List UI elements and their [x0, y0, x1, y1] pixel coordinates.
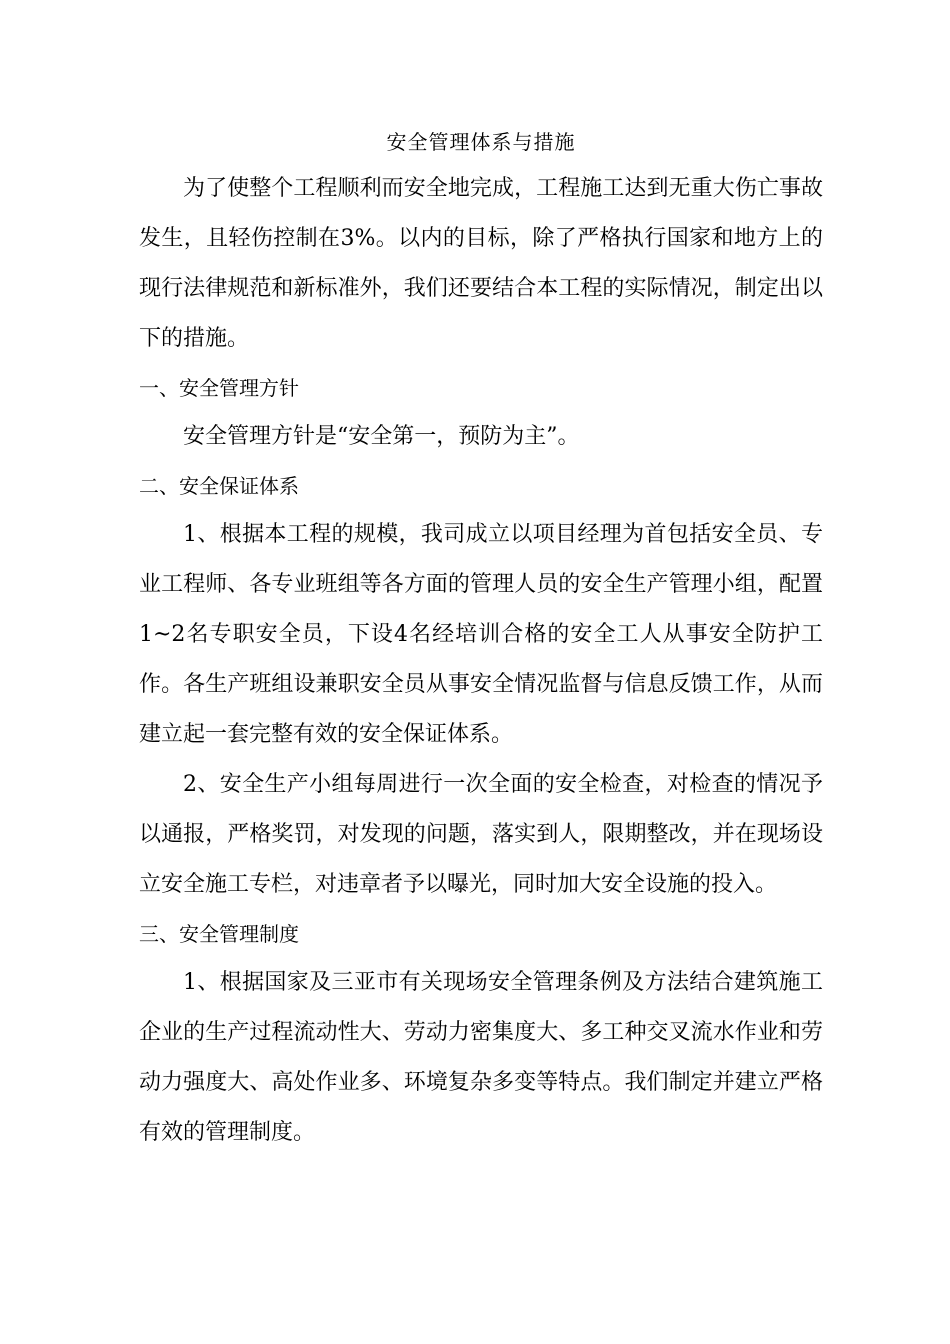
- section-3-paragraph-1: 1、根据国家及三亚市有关现场安全管理条例及方法结合建筑施工企业的生产过程流动性大、劳动力密集度大、多工种交叉流水作业和劳动力强度大、高处作业多、环境复杂多变等特点。我们制定并建立严格有效的管理制度。: [139, 970, 823, 1145]
- section-1-paragraph-1: 安全管理方针是“安全第一，预防为主”。: [183, 424, 580, 449]
- section-2-paragraph-1: 1、根据本工程的规模，我司成立以项目经理为首包括安全员、专业工程师、各专业班组等各方面的管理人员的安全生产管理小组，配置1~2名专职安全员，下设4名经培训合格的安全工人从事安全防护工作。各生产班组设兼职安全员从事安全情况监督与信息反馈工作，从而建立起一套完整有效的安全保证体系。: [139, 522, 823, 747]
- intro-paragraph: 为了使整个工程顺利而安全地完成，工程施工达到无重大伤亡事故发生，且轻伤控制在3%。以内的目标，除了严格执行国家和地方上的现行法律规范和新标准外，我们还要结合本工程的实际情况，制定出以下的措施。: [139, 176, 823, 351]
- document-page: [139, 122, 823, 1158]
- section-heading-1: 一、安全管理方针: [139, 376, 299, 400]
- section-heading-3: 三、安全管理制度: [139, 922, 299, 946]
- document-title: 安全管理体系与措施: [386, 130, 576, 154]
- section-heading-2: 二、安全保证体系: [139, 474, 299, 498]
- section-2-paragraph-2: 2、安全生产小组每周进行一次全面的安全检查，对检查的情况予以通报，严格奖罚，对发现的问题，落实到人，限期整改，并在现场设立安全施工专栏，对违章者予以曝光，同时加大安全设施的投入。: [139, 772, 823, 897]
